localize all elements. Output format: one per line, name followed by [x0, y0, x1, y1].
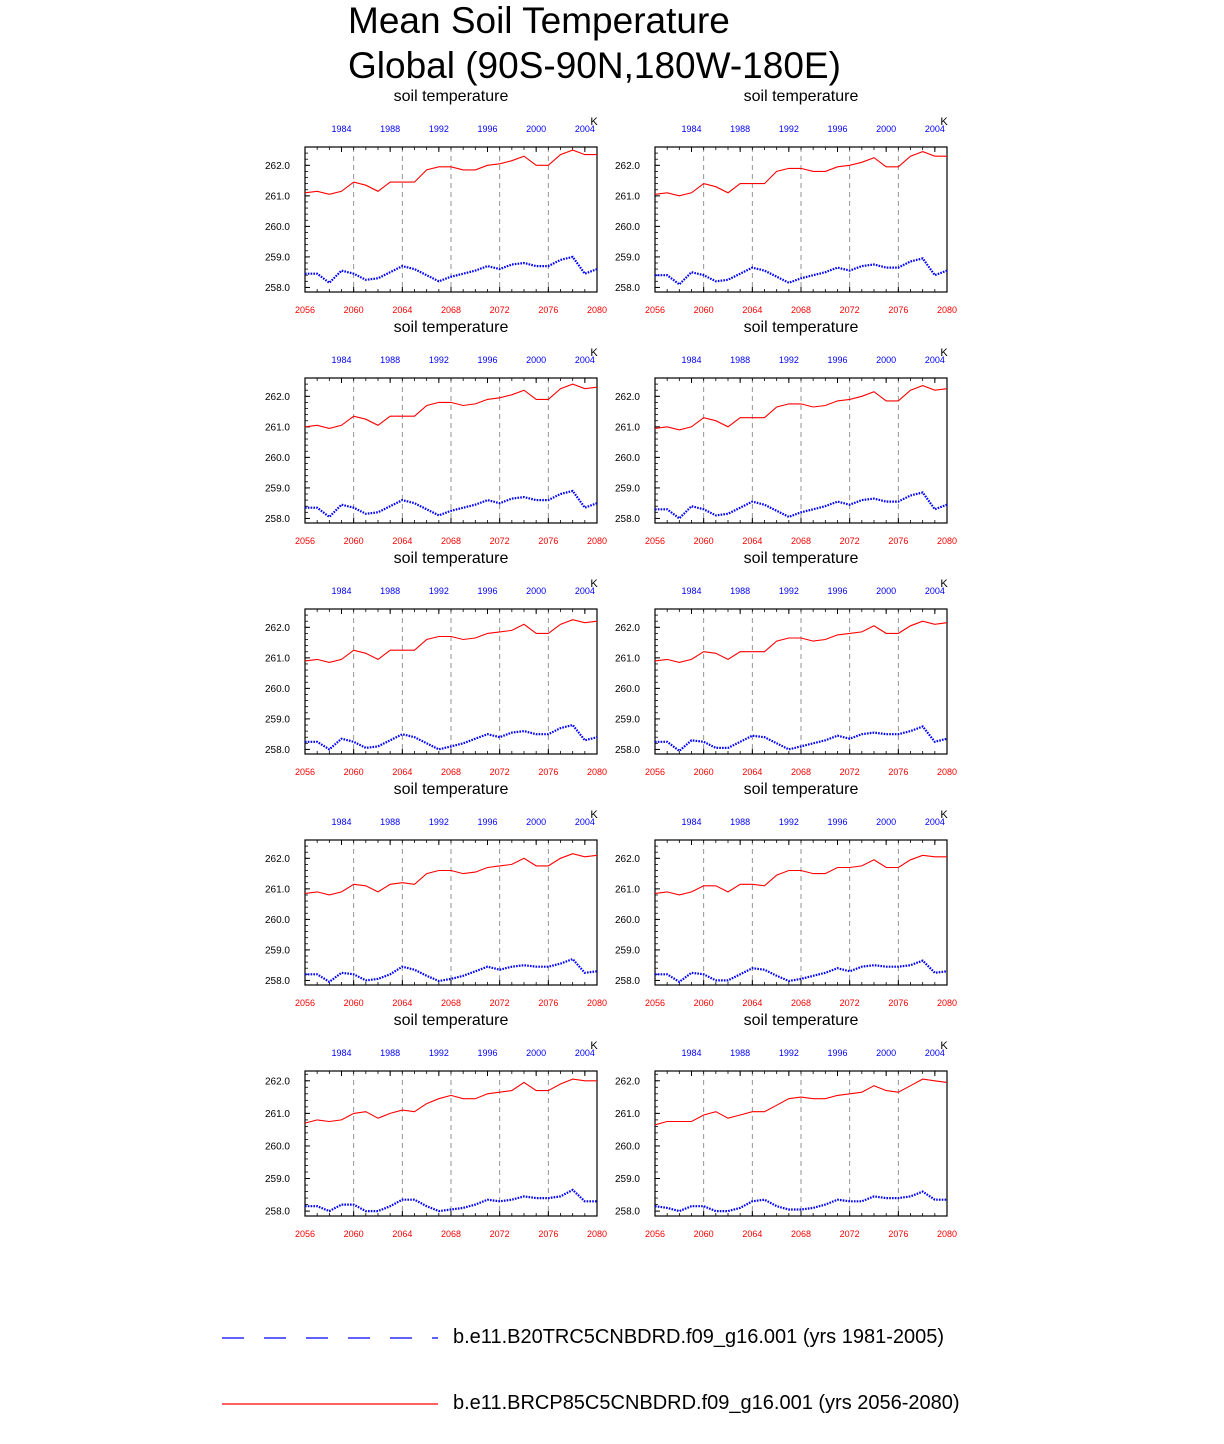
x-bottom-tick-label: 2072 [489, 305, 510, 315]
x-top-tick-label: 2004 [924, 1048, 945, 1058]
x-bottom-tick-label: 2080 [936, 536, 958, 546]
legend-label-historical: b.e11.B20TRC5CNBDRD.f09_g16.001 (yrs 1981-2005) [453, 1326, 945, 1348]
x-bottom-tick-label: 2056 [644, 998, 666, 1008]
x-bottom-tick-label: 2060 [693, 536, 714, 546]
units-label: K [590, 578, 598, 590]
x-bottom-tick-label: 2056 [294, 767, 316, 777]
y-tick-label: 258.0 [264, 282, 290, 294]
x-top-tick-label: 1988 [380, 1048, 401, 1058]
x-bottom-tick-label: 2068 [440, 305, 462, 315]
x-bottom-tick-label: 2064 [392, 305, 413, 315]
x-bottom-tick-label: 2076 [888, 536, 909, 546]
x-top-tick-label: 1984 [681, 1048, 702, 1058]
x-bottom-tick-label: 2056 [644, 305, 666, 315]
units-label: K [940, 809, 948, 821]
y-tick-label: 259.0 [264, 714, 290, 726]
x-bottom-tick-label: 2076 [538, 767, 559, 777]
x-bottom-tick-label: 2060 [343, 998, 364, 1008]
x-bottom-tick-label: 2080 [586, 1229, 608, 1239]
units-label: K [940, 347, 948, 359]
y-tick-label: 259.0 [614, 945, 640, 957]
x-bottom-tick-label: 2076 [888, 767, 909, 777]
x-bottom-tick-label: 2076 [888, 1229, 909, 1239]
y-tick-label: 261.0 [614, 191, 640, 203]
y-tick-label: 258.0 [614, 744, 640, 756]
x-top-tick-label: 1988 [380, 817, 401, 827]
x-bottom-tick-label: 2064 [392, 1229, 413, 1239]
x-top-tick-label: 1992 [778, 355, 799, 365]
x-top-tick-label: 2004 [924, 355, 945, 365]
x-top-tick-label: 1988 [730, 355, 751, 365]
y-tick-label: 260.0 [264, 221, 290, 233]
panel-title: soil temperature [393, 1012, 509, 1029]
x-top-tick-label: 1988 [380, 124, 401, 134]
x-bottom-tick-label: 2056 [294, 536, 316, 546]
x-bottom-tick-label: 2060 [343, 305, 364, 315]
x-bottom-tick-label: 2056 [294, 1229, 316, 1239]
y-tick-label: 262.0 [264, 622, 290, 634]
x-bottom-tick-label: 2080 [586, 767, 608, 777]
x-bottom-tick-label: 2060 [693, 767, 714, 777]
chart-panel-6 [615, 550, 957, 777]
x-bottom-tick-label: 2072 [489, 1229, 510, 1239]
x-top-tick-label: 1984 [681, 817, 702, 827]
y-tick-label: 260.0 [264, 452, 290, 464]
x-bottom-tick-label: 2056 [294, 998, 316, 1008]
x-bottom-tick-label: 2080 [586, 998, 608, 1008]
x-top-tick-label: 2004 [924, 817, 945, 827]
x-bottom-tick-label: 2068 [440, 536, 462, 546]
x-bottom-tick-label: 2076 [538, 305, 559, 315]
y-tick-label: 258.0 [614, 282, 640, 294]
y-tick-label: 259.0 [614, 252, 640, 264]
x-bottom-tick-label: 2068 [440, 1229, 462, 1239]
x-bottom-tick-label: 2076 [888, 305, 909, 315]
x-top-tick-label: 1984 [331, 355, 352, 365]
x-bottom-tick-label: 2076 [888, 998, 909, 1008]
y-tick-label: 258.0 [264, 513, 290, 525]
y-tick-label: 261.0 [614, 884, 640, 896]
units-label: K [940, 578, 948, 590]
x-bottom-tick-label: 2060 [693, 1229, 714, 1239]
x-bottom-tick-label: 2060 [693, 305, 714, 315]
x-top-tick-label: 2004 [924, 586, 945, 596]
y-tick-label: 258.0 [264, 744, 290, 756]
y-tick-label: 262.0 [614, 391, 640, 403]
units-label: K [590, 1040, 598, 1052]
x-bottom-tick-label: 2064 [742, 1229, 763, 1239]
x-bottom-tick-label: 2072 [839, 305, 860, 315]
y-tick-label: 260.0 [614, 683, 640, 695]
series-line-historical [305, 257, 597, 283]
units-label: K [590, 116, 598, 128]
panel-title: soil temperature [393, 781, 509, 798]
x-bottom-tick-label: 2064 [742, 998, 763, 1008]
x-top-tick-label: 1988 [730, 1048, 751, 1058]
x-top-tick-label: 2004 [574, 1048, 595, 1058]
x-bottom-tick-label: 2060 [343, 1229, 364, 1239]
x-top-tick-label: 1992 [428, 586, 449, 596]
x-top-tick-label: 1992 [778, 586, 799, 596]
y-tick-label: 260.0 [614, 221, 640, 233]
x-top-tick-label: 1996 [477, 1048, 498, 1058]
y-tick-label: 262.0 [614, 1076, 640, 1088]
x-bottom-tick-label: 2068 [790, 536, 812, 546]
units-label: K [940, 1040, 948, 1052]
chart-panel-10 [615, 1012, 957, 1239]
y-tick-label: 261.0 [614, 422, 640, 434]
series-line-historical [655, 258, 947, 284]
x-bottom-tick-label: 2072 [839, 998, 860, 1008]
x-top-tick-label: 1992 [428, 817, 449, 827]
x-top-tick-label: 2004 [574, 355, 595, 365]
x-top-tick-label: 1996 [477, 817, 498, 827]
x-top-tick-label: 2000 [876, 817, 897, 827]
x-top-tick-label: 1984 [681, 355, 702, 365]
y-tick-label: 261.0 [264, 191, 290, 203]
x-bottom-tick-label: 2072 [839, 536, 860, 546]
y-tick-label: 258.0 [264, 1206, 290, 1218]
x-bottom-tick-label: 2076 [538, 536, 559, 546]
x-top-tick-label: 1996 [477, 355, 498, 365]
x-top-tick-label: 1988 [730, 817, 751, 827]
panel-title: soil temperature [743, 88, 859, 105]
y-tick-label: 262.0 [614, 160, 640, 172]
x-top-tick-label: 1984 [331, 124, 352, 134]
x-bottom-tick-label: 2068 [790, 305, 812, 315]
x-top-tick-label: 2004 [924, 124, 945, 134]
x-top-tick-label: 1996 [827, 124, 848, 134]
units-label: K [590, 809, 598, 821]
x-top-tick-label: 2004 [574, 586, 595, 596]
chart-panel-8 [615, 781, 957, 1008]
x-bottom-tick-label: 2068 [790, 767, 812, 777]
y-tick-label: 262.0 [614, 622, 640, 634]
y-tick-label: 258.0 [614, 513, 640, 525]
x-top-tick-label: 2000 [526, 586, 547, 596]
chart-panel-5 [265, 550, 607, 777]
x-top-tick-label: 1996 [827, 355, 848, 365]
x-bottom-tick-label: 2064 [742, 536, 763, 546]
y-tick-label: 262.0 [264, 160, 290, 172]
figure-title-line-1: Mean Soil Temperature [348, 0, 730, 41]
chart-panel-9 [265, 1012, 607, 1239]
y-tick-label: 259.0 [264, 483, 290, 495]
units-label: K [940, 116, 948, 128]
legend-label-future: b.e11.BRCP85C5CNBDRD.f09_g16.001 (yrs 2056-2080) [453, 1392, 960, 1414]
x-bottom-tick-label: 2064 [742, 305, 763, 315]
x-top-tick-label: 1992 [428, 124, 449, 134]
x-bottom-tick-label: 2068 [440, 767, 462, 777]
x-top-tick-label: 1984 [331, 586, 352, 596]
y-tick-label: 259.0 [264, 945, 290, 957]
y-tick-label: 259.0 [614, 483, 640, 495]
x-bottom-tick-label: 2072 [489, 536, 510, 546]
x-bottom-tick-label: 2064 [742, 767, 763, 777]
y-tick-label: 260.0 [614, 1141, 640, 1153]
y-tick-label: 258.0 [614, 975, 640, 987]
y-tick-label: 259.0 [614, 1174, 640, 1186]
panel-title: soil temperature [743, 319, 859, 336]
x-top-tick-label: 1992 [428, 355, 449, 365]
x-bottom-tick-label: 2072 [839, 1229, 860, 1239]
panel-title: soil temperature [393, 88, 509, 105]
x-bottom-tick-label: 2064 [392, 998, 413, 1008]
y-tick-label: 262.0 [264, 1076, 290, 1088]
legend-swatch-future [220, 1390, 445, 1420]
chart-panel-1 [265, 88, 607, 315]
panel-title: soil temperature [743, 781, 859, 798]
x-top-tick-label: 1996 [827, 817, 848, 827]
legend-item-future [220, 1390, 1120, 1420]
x-bottom-tick-label: 2068 [440, 998, 462, 1008]
chart-panel-4 [615, 319, 957, 546]
legend-item-historical [220, 1324, 1120, 1354]
x-bottom-tick-label: 2068 [790, 998, 812, 1008]
x-bottom-tick-label: 2080 [936, 767, 958, 777]
y-tick-label: 259.0 [264, 252, 290, 264]
y-tick-label: 261.0 [264, 1108, 290, 1120]
x-top-tick-label: 2004 [574, 817, 595, 827]
x-bottom-tick-label: 2064 [392, 536, 413, 546]
x-bottom-tick-label: 2056 [644, 1229, 666, 1239]
x-bottom-tick-label: 2056 [644, 536, 666, 546]
x-top-tick-label: 1992 [778, 1048, 799, 1058]
panel-title: soil temperature [743, 550, 859, 567]
x-bottom-tick-label: 2056 [644, 767, 666, 777]
x-top-tick-label: 1984 [331, 1048, 352, 1058]
y-tick-label: 261.0 [264, 422, 290, 434]
y-tick-label: 261.0 [614, 653, 640, 665]
x-top-tick-label: 2000 [526, 817, 547, 827]
x-top-tick-label: 2000 [876, 586, 897, 596]
x-top-tick-label: 1996 [827, 1048, 848, 1058]
y-tick-label: 260.0 [264, 914, 290, 926]
y-tick-label: 260.0 [614, 914, 640, 926]
panel-title: soil temperature [393, 319, 509, 336]
x-top-tick-label: 1992 [778, 817, 799, 827]
figure-title-line-2: Global (90S-90N,180W-180E) [348, 45, 841, 86]
x-bottom-tick-label: 2060 [693, 998, 714, 1008]
y-tick-label: 259.0 [614, 714, 640, 726]
y-tick-label: 260.0 [264, 683, 290, 695]
y-tick-label: 262.0 [264, 853, 290, 865]
x-bottom-tick-label: 2064 [392, 767, 413, 777]
x-bottom-tick-label: 2072 [839, 767, 860, 777]
y-tick-label: 261.0 [614, 1108, 640, 1120]
y-tick-label: 261.0 [264, 884, 290, 896]
chart-panel-2 [615, 88, 957, 315]
x-bottom-tick-label: 2060 [343, 767, 364, 777]
x-top-tick-label: 1992 [778, 124, 799, 134]
y-tick-label: 258.0 [614, 1206, 640, 1218]
panel-title: soil temperature [393, 550, 509, 567]
panel-title: soil temperature [743, 1012, 859, 1029]
x-top-tick-label: 2000 [876, 1048, 897, 1058]
x-bottom-tick-label: 2076 [538, 998, 559, 1008]
x-top-tick-label: 2000 [526, 355, 547, 365]
y-tick-label: 262.0 [614, 853, 640, 865]
x-bottom-tick-label: 2068 [790, 1229, 812, 1239]
x-bottom-tick-label: 2072 [489, 767, 510, 777]
x-top-tick-label: 2000 [876, 124, 897, 134]
x-bottom-tick-label: 2080 [936, 998, 958, 1008]
x-top-tick-label: 1992 [428, 1048, 449, 1058]
x-top-tick-label: 1988 [730, 586, 751, 596]
x-bottom-tick-label: 2080 [586, 536, 608, 546]
x-top-tick-label: 1984 [681, 586, 702, 596]
x-bottom-tick-label: 2080 [936, 1229, 958, 1239]
y-tick-label: 261.0 [264, 653, 290, 665]
y-tick-label: 262.0 [264, 391, 290, 403]
x-top-tick-label: 2000 [526, 1048, 547, 1058]
x-top-tick-label: 2000 [526, 124, 547, 134]
x-top-tick-label: 1988 [380, 586, 401, 596]
x-top-tick-label: 1988 [380, 355, 401, 365]
x-top-tick-label: 2000 [876, 355, 897, 365]
x-top-tick-label: 2004 [574, 124, 595, 134]
x-top-tick-label: 1984 [331, 817, 352, 827]
x-bottom-tick-label: 2072 [489, 998, 510, 1008]
x-top-tick-label: 1996 [477, 586, 498, 596]
x-top-tick-label: 1996 [477, 124, 498, 134]
x-bottom-tick-label: 2060 [343, 536, 364, 546]
units-label: K [590, 347, 598, 359]
chart-panel-3 [265, 319, 607, 546]
legend-swatch-historical [220, 1324, 445, 1354]
chart-panel-7 [265, 781, 607, 1008]
y-tick-label: 259.0 [264, 1174, 290, 1186]
x-top-tick-label: 1988 [730, 124, 751, 134]
x-bottom-tick-label: 2080 [936, 305, 958, 315]
y-tick-label: 260.0 [264, 1141, 290, 1153]
y-tick-label: 260.0 [614, 452, 640, 464]
x-bottom-tick-label: 2080 [586, 305, 608, 315]
x-bottom-tick-label: 2056 [294, 305, 316, 315]
y-tick-label: 258.0 [264, 975, 290, 987]
x-top-tick-label: 1984 [681, 124, 702, 134]
x-bottom-tick-label: 2076 [538, 1229, 559, 1239]
x-top-tick-label: 1996 [827, 586, 848, 596]
